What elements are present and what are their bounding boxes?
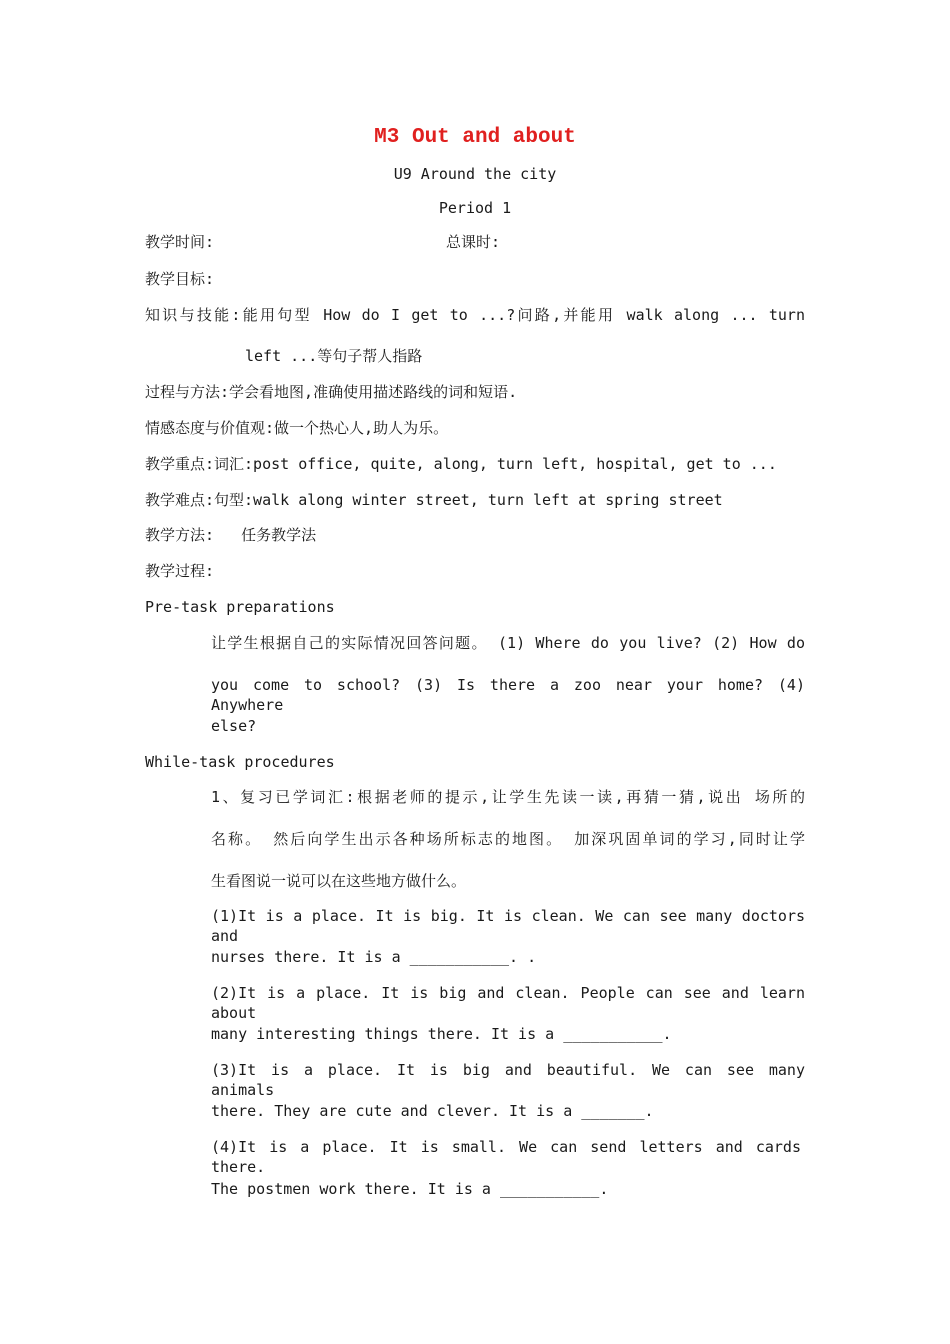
review-line-2: 名称。 然后向学生出示各种场所标志的地图。 加深巩固单词的学习,同时让学 xyxy=(211,830,805,848)
module-title: M3 Out and about xyxy=(374,126,576,149)
question-2-line-1: (2)It is a place. It is big and clean. People can see and learn about xyxy=(211,984,805,1022)
teaching-method: 教学方法: 任务教学法 xyxy=(145,526,317,544)
pre-task-line-2: you come to school? (3) Is there a zoo near your home? (4) Anywhere xyxy=(211,676,805,714)
review-line-3: 生看图说一说可以在这些地方做什么。 xyxy=(211,872,467,890)
knowledge-skills-line-1: 知识与技能:能用句型 How do I get to ...?问路,并能用 walk along ... turn xyxy=(145,306,805,324)
question-3-line-2: there. They are cute and clever. It is a _______. xyxy=(211,1102,654,1120)
question-1-line-2: nurses there. It is a ___________. . xyxy=(211,948,537,966)
question-2-line-2: many interesting things there. It is a ___________. xyxy=(211,1025,672,1043)
teaching-time-label: 教学时间: xyxy=(145,233,215,251)
pre-task-line-1: 让学生根据自己的实际情况回答问题。 (1) Where do you live? (2) How do xyxy=(211,634,805,652)
while-task-heading: While-task procedures xyxy=(145,753,335,771)
period-label: Period 1 xyxy=(438,199,512,217)
question-3-line-1: (3)It is a place. It is big and beautiful. We can see many animals xyxy=(211,1061,805,1099)
unit-title: U9 Around the city xyxy=(393,165,557,183)
pre-task-line-3: else? xyxy=(211,717,257,735)
question-4-line-2: The postmen work there. It is a ___________. xyxy=(211,1180,609,1198)
teaching-goals-label: 教学目标: xyxy=(145,270,215,288)
total-lessons-label: 总课时: xyxy=(446,233,501,251)
teaching-procedure-label: 教学过程: xyxy=(145,562,215,580)
pre-task-heading: Pre-task preparations xyxy=(145,598,335,616)
question-4-line-1: (4)It is a place. It is small. We can send letters and cards there. xyxy=(211,1138,801,1176)
knowledge-skills-line-2: left ...等句子帮人指路 xyxy=(245,347,423,365)
difficult-points: 教学难点:句型:walk along winter street, turn left at spring street xyxy=(145,491,723,509)
emotion-attitude-goal: 情感态度与价值观:做一个热心人,助人为乐。 xyxy=(145,419,449,437)
process-method-goal: 过程与方法:学会看地图,准确使用描述路线的词和短语. xyxy=(145,383,518,401)
question-1-line-1: (1)It is a place. It is big. It is clean. We can see many doctors and xyxy=(211,907,805,945)
key-points: 教学重点:词汇:post office, quite, along, turn left, hospital, get to ... xyxy=(145,455,777,473)
review-line-1: 1、复习已学词汇:根据老师的提示,让学生先读一读,再猜一猜,说出 场所的 xyxy=(211,788,805,806)
